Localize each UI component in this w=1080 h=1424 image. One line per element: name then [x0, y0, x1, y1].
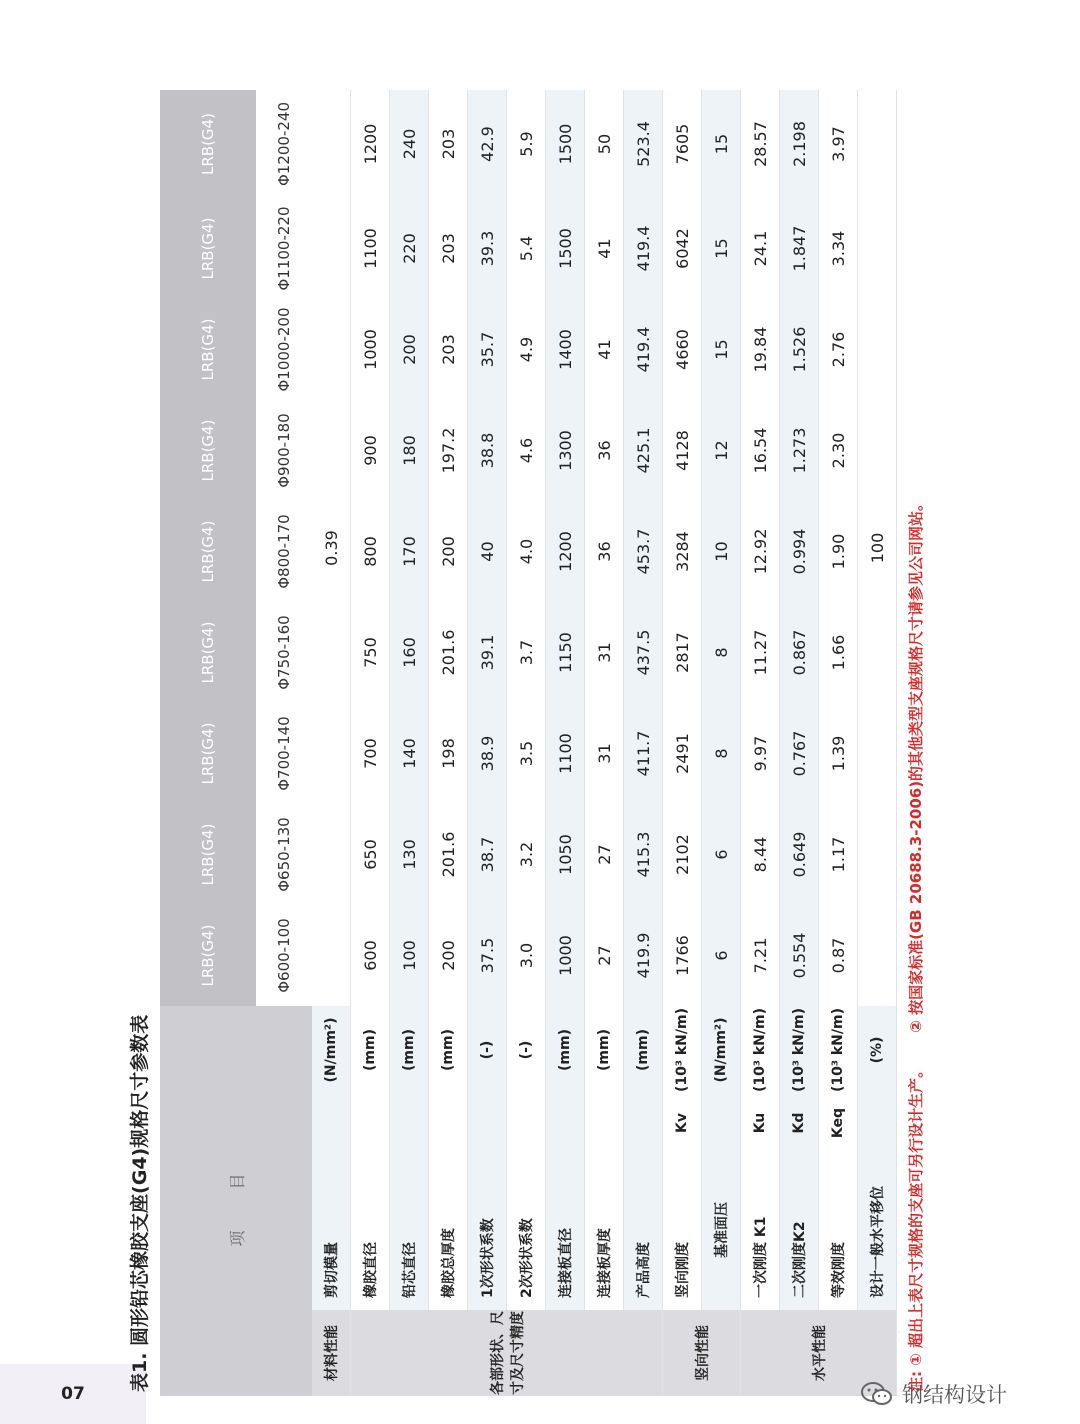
- table-cell: 1300: [546, 400, 585, 501]
- table-row: [741, 90, 780, 1396]
- table-cell: 1.90: [819, 501, 858, 602]
- table-cell: 411.7: [624, 703, 663, 804]
- table-cell: 38.7: [468, 804, 507, 905]
- table-cell: 39.3: [468, 198, 507, 299]
- row-label: 1次形状系数: [468, 1094, 507, 1310]
- row-symbol: Kv: [663, 1094, 702, 1152]
- table-cell: 197.2: [429, 400, 468, 501]
- row-label: 铅芯直径: [390, 1094, 429, 1310]
- table-cell: 700: [351, 703, 390, 804]
- note-1: 注: ① 超出上表尺寸规格的支座可另行设计生产。: [907, 1062, 925, 1392]
- table-cell: 425.1: [624, 400, 663, 501]
- table-cell: 203: [429, 90, 468, 198]
- table-row: [468, 90, 507, 1396]
- table-cell: 0.39: [312, 90, 351, 1006]
- table-cell: 6042: [663, 198, 702, 299]
- table-cell: 36: [585, 501, 624, 602]
- table-cell: 900: [351, 400, 390, 501]
- table-cell: 100: [390, 905, 429, 1006]
- table-cell: 201.6: [429, 602, 468, 703]
- table-cell: 1100: [546, 703, 585, 804]
- table-cell: 1.66: [819, 602, 858, 703]
- table-cell: 200: [390, 299, 429, 400]
- row-symbol: Ku: [741, 1094, 780, 1152]
- table-cell: 1150: [546, 602, 585, 703]
- row-label: 等效刚度: [819, 1152, 858, 1310]
- table-row: [312, 90, 351, 1396]
- table-cell: 200: [429, 501, 468, 602]
- row-unit: (mm): [429, 1006, 468, 1094]
- table-row: [546, 90, 585, 1396]
- table-cell: 40: [468, 501, 507, 602]
- table-cell: 4.9: [507, 299, 546, 400]
- column-size: Φ750-160: [256, 602, 312, 703]
- column-size: Φ900-180: [256, 400, 312, 501]
- row-label: 橡胶直径: [351, 1094, 390, 1310]
- group-label: 材料性能: [312, 1310, 351, 1396]
- table-cell: 3.97: [819, 90, 858, 198]
- group-label: 竖向性能: [663, 1310, 741, 1396]
- product-type: LRB(G4): [160, 400, 256, 501]
- table-cell: 2.76: [819, 299, 858, 400]
- table-cell: 6: [702, 804, 741, 905]
- column-size: Φ1100-220: [256, 198, 312, 299]
- row-label: 竖向刚度: [663, 1152, 702, 1310]
- table-cell: 220: [390, 198, 429, 299]
- product-type: LRB(G4): [160, 501, 256, 602]
- product-type: LRB(G4): [160, 602, 256, 703]
- row-label: 一次刚度 K1: [741, 1152, 780, 1310]
- table-cell: 198: [429, 703, 468, 804]
- table-cell: 4.6: [507, 400, 546, 501]
- row-unit: (mm): [390, 1006, 429, 1094]
- table-cell: 3.34: [819, 198, 858, 299]
- table-row: [507, 90, 546, 1396]
- table-cell: 170: [390, 501, 429, 602]
- product-type: LRB(G4): [160, 804, 256, 905]
- table-cell: 37.5: [468, 905, 507, 1006]
- table-cell: 31: [585, 602, 624, 703]
- table-cell: 419.4: [624, 299, 663, 400]
- table-cell: 1766: [663, 905, 702, 1006]
- table-cell: 0.554: [780, 905, 819, 1006]
- table-row: [858, 90, 897, 1396]
- table-cell: 1500: [546, 198, 585, 299]
- table-caption: 表1. 圆形铅芯橡胶支座(G4)规格尺寸参数表: [128, 1014, 151, 1392]
- spec-table: [160, 90, 897, 1396]
- row-unit: (N/mm²): [312, 1006, 351, 1094]
- table-cell: 1000: [546, 905, 585, 1006]
- table-cell: 437.5: [624, 602, 663, 703]
- table-cell: 41: [585, 198, 624, 299]
- table-cell: 419.4: [624, 198, 663, 299]
- row-label: 连接板直径: [546, 1094, 585, 1310]
- table-cell: 6: [702, 905, 741, 1006]
- table-cell: 203: [429, 299, 468, 400]
- page-number: 07: [0, 1364, 146, 1424]
- table-cell: 28.57: [741, 90, 780, 198]
- row-unit: (mm): [546, 1006, 585, 1094]
- table-cell: 15: [702, 198, 741, 299]
- note-2: ② 按国家标准(GB 20688.3-2006)的其他类型支座规格尺寸请参见公司网站。: [907, 495, 925, 1033]
- table-cell: 0.867: [780, 602, 819, 703]
- table-cell: 8.44: [741, 804, 780, 905]
- column-size: Φ1200-240: [256, 90, 312, 198]
- table-cell: 1.39: [819, 703, 858, 804]
- table-cell: 5.4: [507, 198, 546, 299]
- table-cell: 415.3: [624, 804, 663, 905]
- column-size: Φ600-100: [256, 905, 312, 1006]
- table-cell: 453.7: [624, 501, 663, 602]
- table-cell: 750: [351, 602, 390, 703]
- product-type: LRB(G4): [160, 703, 256, 804]
- table-cell: 4660: [663, 299, 702, 400]
- table-cell: 1100: [351, 198, 390, 299]
- rotated-table-block: [116, 90, 976, 1396]
- table-cell: 36: [585, 400, 624, 501]
- table-cell: 2.30: [819, 400, 858, 501]
- table-cell: 0.994: [780, 501, 819, 602]
- table-cell: 523.4: [624, 90, 663, 198]
- product-type: LRB(G4): [160, 90, 256, 198]
- table-cell: 240: [390, 90, 429, 198]
- table-cell: 39.1: [468, 602, 507, 703]
- table-cell: 3.2: [507, 804, 546, 905]
- table-cell: 0.649: [780, 804, 819, 905]
- table-row: [390, 90, 429, 1396]
- table-cell: 12: [702, 400, 741, 501]
- row-unit: (10³ kN/m): [663, 1006, 702, 1094]
- row-unit: (10³ kN/m): [741, 1006, 780, 1094]
- table-cell: 38.8: [468, 400, 507, 501]
- table-cell: 650: [351, 804, 390, 905]
- table-cell: 15: [702, 90, 741, 198]
- column-size: Φ700-140: [256, 703, 312, 804]
- table-cell: 1.273: [780, 400, 819, 501]
- table-cell: 11.27: [741, 602, 780, 703]
- table-cell: 42.9: [468, 90, 507, 198]
- group-label: 水平性能: [741, 1310, 897, 1396]
- table-cell: 5.9: [507, 90, 546, 198]
- table-cell: 1000: [351, 299, 390, 400]
- table-cell: 1400: [546, 299, 585, 400]
- table-cell: 1200: [546, 501, 585, 602]
- table-cell: 2491: [663, 703, 702, 804]
- table-row: [780, 90, 819, 1396]
- row-unit: (N/mm²): [702, 1006, 741, 1094]
- table-cell: 27: [585, 905, 624, 1006]
- row-label: 设计一般水平移位: [858, 1094, 897, 1310]
- table-cell: 8: [702, 703, 741, 804]
- column-size: Φ800-170: [256, 501, 312, 602]
- column-size: Φ1000-200: [256, 299, 312, 400]
- row-label: 连接板厚度: [585, 1094, 624, 1310]
- product-type: LRB(G4): [160, 905, 256, 1006]
- row-label: 剪切模量: [312, 1094, 351, 1310]
- product-type: LRB(G4): [160, 198, 256, 299]
- table-cell: 2102: [663, 804, 702, 905]
- row-label: 橡胶总厚度: [429, 1094, 468, 1310]
- table-cell: 9.97: [741, 703, 780, 804]
- row-label: 基准面压: [702, 1094, 741, 1310]
- row-symbol: Keq: [819, 1094, 858, 1152]
- row-unit: (10³ kN/m): [780, 1006, 819, 1094]
- column-size: Φ650-130: [256, 804, 312, 905]
- table-cell: 160: [390, 602, 429, 703]
- table-cell: 50: [585, 90, 624, 198]
- table-cell: 2817: [663, 602, 702, 703]
- table-cell: 1050: [546, 804, 585, 905]
- table-cell: 200: [429, 905, 468, 1006]
- table-cell: 16.54: [741, 400, 780, 501]
- table-cell: 10: [702, 501, 741, 602]
- row-unit: (-): [468, 1006, 507, 1094]
- table-cell: 201.6: [429, 804, 468, 905]
- wechat-icon: [860, 1381, 894, 1407]
- item-header: 项 目: [160, 1006, 312, 1396]
- table-cell: 1.17: [819, 804, 858, 905]
- table-cell: 100: [858, 90, 897, 1006]
- table-cell: 1500: [546, 90, 585, 198]
- table-cell: 800: [351, 501, 390, 602]
- table-cell: 8: [702, 602, 741, 703]
- table-cell: 15: [702, 299, 741, 400]
- table-cell: 0.87: [819, 905, 858, 1006]
- table-cell: 31: [585, 703, 624, 804]
- table-cell: 140: [390, 703, 429, 804]
- row-unit: (mm): [624, 1006, 663, 1094]
- table-cell: 3.0: [507, 905, 546, 1006]
- row-label: 产品高度: [624, 1094, 663, 1310]
- table-cell: 419.9: [624, 905, 663, 1006]
- product-type: LRB(G4): [160, 299, 256, 400]
- table-cell: 7.21: [741, 905, 780, 1006]
- row-unit: (mm): [585, 1006, 624, 1094]
- table-cell: 7605: [663, 90, 702, 198]
- table-cell: 0.767: [780, 703, 819, 804]
- table-row: [663, 90, 702, 1396]
- table-cell: 1.526: [780, 299, 819, 400]
- table-row: [702, 90, 741, 1396]
- table-cell: 1.847: [780, 198, 819, 299]
- row-unit: (-): [507, 1006, 546, 1094]
- table-cell: 180: [390, 400, 429, 501]
- table-cell: 19.84: [741, 299, 780, 400]
- table-notes: [905, 90, 926, 1396]
- table-cell: 203: [429, 198, 468, 299]
- table-cell: 3284: [663, 501, 702, 602]
- row-label: 2次形状系数: [507, 1094, 546, 1310]
- row-unit: (%): [858, 1006, 897, 1094]
- row-unit: (mm): [351, 1006, 390, 1094]
- table-cell: 38.9: [468, 703, 507, 804]
- table-row: [624, 90, 663, 1396]
- table-cell: 4128: [663, 400, 702, 501]
- table-cell: 3.7: [507, 602, 546, 703]
- table-cell: 27: [585, 804, 624, 905]
- table-cell: 24.1: [741, 198, 780, 299]
- table-cell: 3.5: [507, 703, 546, 804]
- table-row: [819, 90, 858, 1396]
- table-cell: 4.0: [507, 501, 546, 602]
- table-cell: 41: [585, 299, 624, 400]
- table-row: [351, 90, 390, 1396]
- watermark-text: 钢结构设计: [902, 1383, 1007, 1407]
- row-label: 二次刚度K2: [780, 1152, 819, 1310]
- table-cell: 600: [351, 905, 390, 1006]
- table-cell: 130: [390, 804, 429, 905]
- table-cell: 12.92: [741, 501, 780, 602]
- table-cell: 2.198: [780, 90, 819, 198]
- table-row: [429, 90, 468, 1396]
- row-unit: (10³ kN/m): [819, 1006, 858, 1094]
- watermark: [860, 1378, 1007, 1410]
- table-row: [585, 90, 624, 1396]
- table-cell: 35.7: [468, 299, 507, 400]
- group-label: 各部形状、尺寸及尺寸精度: [351, 1310, 663, 1396]
- table-cell: 1200: [351, 90, 390, 198]
- row-symbol: Kd: [780, 1094, 819, 1152]
